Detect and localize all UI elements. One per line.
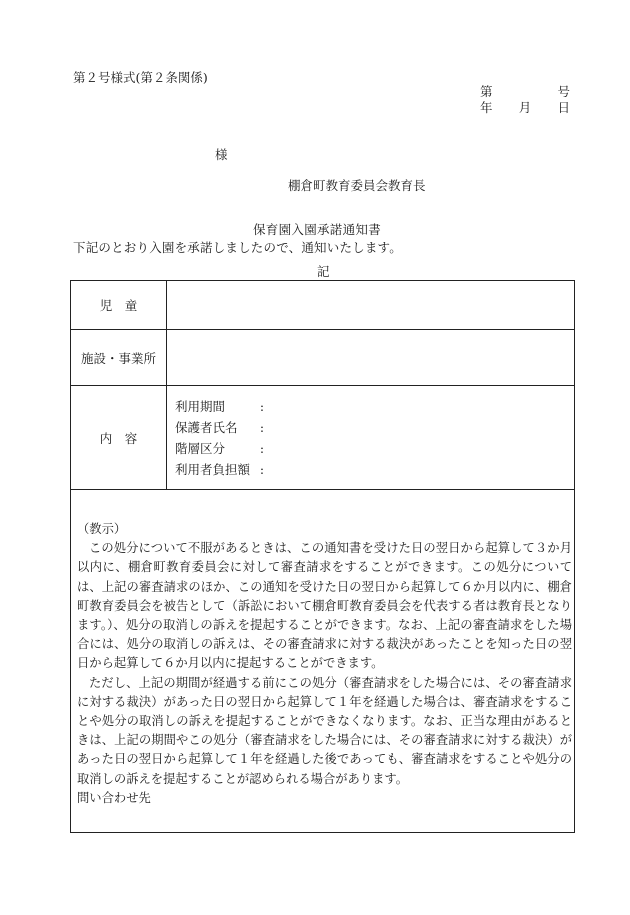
document-number bbox=[480, 84, 570, 100]
document-title: 保育園入園承諾通知書 bbox=[253, 222, 382, 237]
child-value bbox=[167, 281, 575, 330]
details-table bbox=[70, 280, 575, 833]
date-month: 月 bbox=[518, 100, 532, 115]
facility-row bbox=[71, 330, 575, 386]
list-item bbox=[175, 396, 574, 417]
facility-value bbox=[167, 330, 575, 386]
facility-label: 施設・事業所 bbox=[71, 330, 167, 386]
list-item bbox=[175, 459, 574, 480]
child-label: 児 童 bbox=[71, 281, 167, 330]
date-year: 年 bbox=[480, 100, 493, 115]
issue-date bbox=[480, 100, 570, 116]
content-row bbox=[71, 386, 575, 490]
item-key: 利用者負担額 bbox=[175, 461, 251, 477]
item-key: 利用期間 bbox=[175, 398, 226, 414]
content-value bbox=[167, 386, 575, 490]
list-item bbox=[175, 417, 574, 438]
child-row bbox=[71, 281, 575, 330]
addressee: 様 bbox=[215, 147, 228, 162]
notice-heading: （教示） bbox=[77, 521, 127, 536]
ki-marker: 記 bbox=[317, 264, 330, 279]
list-item bbox=[175, 438, 574, 459]
date-day: 日 bbox=[557, 100, 570, 115]
notice-paragraph-1: この処分について不服があるときは、この通知書を受けた日の翌日から起算して３か月以内に、棚倉町教育委員会に対して審査請求をすることができます。この処分については、上記の審査請求のほか、この通知を受けた日の翌日から起算して６か月以内に、棚倉町教育委員会を被告として（訴訟において棚倉町教育委員会を代表する者は教育長となります。）、処分の取消しの訴えを提起することができます。なお、上記の審査請求をした場合には、処分の取消しの訴えは、その審査請求に対する裁決があったことを知った日の翌日から起算して６か月以内に提起することができます。 bbox=[77, 541, 572, 671]
item-colon: : bbox=[259, 419, 265, 435]
issuer: 棚倉町教育委員会教育長 bbox=[288, 178, 426, 193]
notice-cell bbox=[71, 490, 575, 833]
item-key: 保護者氏名 bbox=[175, 419, 238, 435]
form-number: 第２号様式(第２条関係) bbox=[73, 70, 208, 85]
notice-text bbox=[71, 514, 574, 808]
notice-paragraph-2: ただし、上記の期間が経過する前にこの処分（審査請求をした場合には、その審査請求に対する裁決）があった日の翌日から起算して１年を経過した場合は、審査請求をすることや処分の取消しの訴えを提起することができなくなります。なお、正当な理由があるときは、上記の期間やこの処分（審査請求をした場合には、その審査請求に対する裁決）があった日の翌日から起算して１年を経過した後であっても、審査請求をすることや処分の取消しの訴えを提起することが認められる場合があります。 bbox=[77, 675, 572, 786]
contact-label: 問い合わせ先 bbox=[77, 790, 151, 805]
document-number-date bbox=[480, 84, 570, 116]
intro-text: 下記のとおり入園を承諾しましたので、通知いたします。 bbox=[73, 240, 402, 255]
number-suffix: 号 bbox=[557, 84, 570, 99]
item-colon: : bbox=[259, 398, 265, 414]
content-label: 内 容 bbox=[71, 386, 167, 490]
item-colon: : bbox=[259, 461, 265, 477]
notice-row bbox=[71, 490, 575, 833]
item-colon: : bbox=[259, 440, 265, 456]
content-list bbox=[167, 396, 574, 480]
number-prefix: 第 bbox=[480, 84, 493, 99]
item-key: 階層区分 bbox=[175, 440, 226, 456]
